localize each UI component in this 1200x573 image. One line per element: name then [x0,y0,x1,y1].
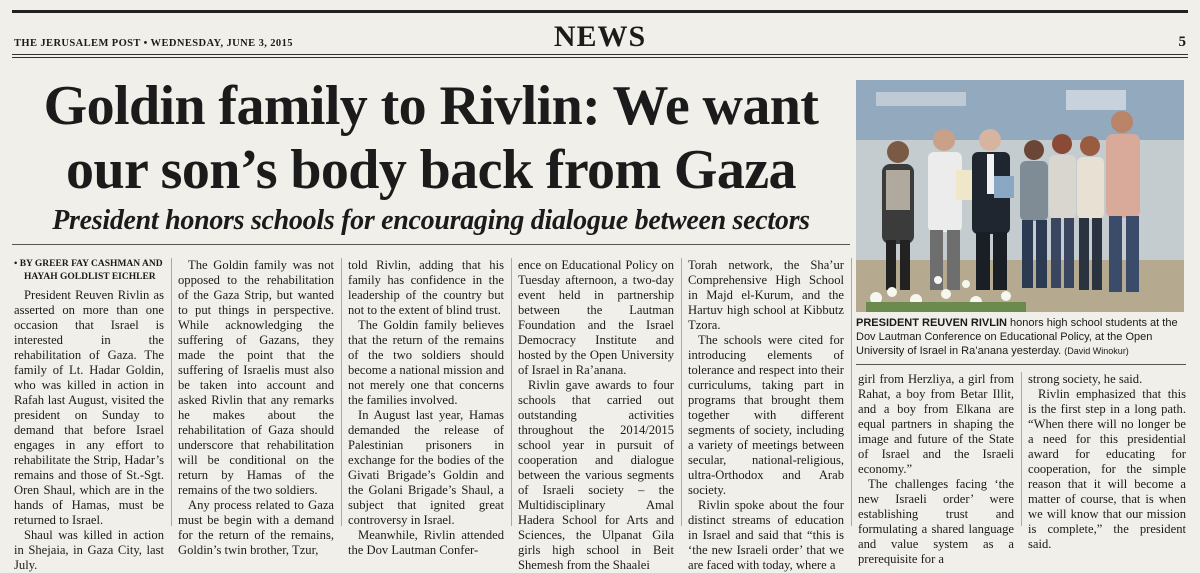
paragraph: told Rivlin, adding that his family has confidence in the leadership of the country but not to the extent of blind trust. [348,258,504,317]
paragraph: In August last year, Hamas demanded the release of Palestinian prisoners in exchange for the bodies of the Givati Brigade’s Goldin and the Golani Brigade’s Shaul, a subject that ignited great controversy in Israel. [348,408,504,527]
news-photo [856,80,1184,312]
photo-caption [856,316,1186,358]
article-column-5 [688,258,844,572]
section-label: NEWS [544,20,656,53]
paragraph: Torah network, the Sha’ur Comprehensive High School in Majd el-Kurum, and the Hartuv high school at Kibbutz Tzora. [688,258,844,332]
article-column-1 [14,258,164,572]
paragraph: Meanwhile, Rivlin attended the Dov Lautman Confer- [348,528,504,557]
subheadline: President honors schools for encouraging dialogue between sectors [52,205,810,236]
article-column-3 [348,258,504,557]
headline [12,74,850,202]
photo-illustration [856,80,1184,312]
paragraph: The challenges facing ‘the new Israeli order’ were establishing trust and formulating a shared language and value system as a prerequisite for a [858,477,1014,566]
caption-rule [856,364,1186,365]
column-rule [171,258,172,526]
paragraph: girl from Herzliya, a girl from Rahat, a boy from Betar Illit, and a boy from Elkana are equal partners in shaping the image and future of the State of Israel and the Israeli economy.” [858,372,1014,476]
article-column-6 [858,372,1014,566]
masthead-rule [12,54,1188,55]
paragraph: Shaul was killed in action in Shejaia, in Gaza City, last July. [14,528,164,572]
paragraph: The Goldin family was not opposed to the rehabilitation of the Gaza Strip, but wanted to put things in perspective. While acknowledging the suffering of Gazans, they made the point that the suffering of Israelis must also be taken into account and asked Rivlin that any remarks he makes about the rehabilitation of Gaza should underscore that rehabilitation will be conditional on the return by Hamas of the remains of the two soldiers. [178,258,334,497]
article-column-4 [518,258,674,572]
paragraph: Rivlin emphasized that this is the first step in a long path. “When there will no longer be a need for this presidential award for educating for cooperation, for the simple reason that it will become a matter of course, that is when we will know that our mission is complete,” the president said. [1028,387,1186,551]
column-rule [341,258,342,526]
paragraph: strong society, he said. [1028,372,1143,386]
paragraph: Any process related to Gaza must be begin with a demand for the return of the remains, Goldin’s twin brother, Tzur, [178,498,334,557]
column-rule [1021,372,1022,526]
byline: • BY GREER FAY CASHMAN AND HAYAH GOLDLIST EICHLER [14,259,163,282]
story-rule [12,244,850,245]
caption-text: honors high school students at the Dov Lautman Conference on Educational Policy, at the Open University of Israel in Ra’anana yesterday. [856,317,1178,357]
masthead-rule-2 [12,57,1188,58]
top-rule [12,10,1188,13]
caption-lead: PRESIDENT REUVEN RIVLIN [856,317,1007,329]
headline-line-1: Goldin family to Rivlin: We want [43,75,819,137]
page-number: 5 [1178,34,1186,50]
headline-line-2: our son’s body back from Gaza [66,139,796,201]
masthead [12,20,1188,54]
paragraph: ence on Educational Policy on Tuesday afternoon, a two-day event held in partnership between the Lautman Foundation and the Israel Democracy Institute and hosted by the Open University of Israel in Ra’anana. [518,258,674,377]
column-rule [511,258,512,526]
paragraph: The schools were cited for introducing elements of tolerance and respect into their curriculums, taking part in programs that brought them together with different segments of society, including a variety of meetings between secular, national-religious, ultra-Orthodox and Arab society. [688,333,844,497]
column-rule [681,258,682,526]
paragraph: The Goldin family believes that the return of the remains of the two soldiers should become a national mission and not merely one that concerns the families involved. [348,318,504,407]
photo-credit: (David Winokur) [1064,346,1129,356]
paragraph: Rivlin gave awards to four schools that carried out outstanding activities throughout the 2014/2015 school year in pursuit of cooperation and dialogue between the various segments of Israeli society – the Multidisciplinary Amal Hadera School for Arts and Sciences, the Ulpanat Gila girls high school in Beit Shemesh from the Shaalei [518,378,674,572]
paragraph: Rivlin spoke about the four distinct streams of education in Israel and said that “this is ‘the new Israeli order’ that we are faced with today, where a [688,498,844,572]
column-rule [851,258,852,526]
article-column-7 [1028,372,1186,551]
publication-dateline: THE JERUSALEM POST • WEDNESDAY, JUNE 3, 2015 [14,38,293,49]
article-column-2 [178,258,334,557]
paragraph: President Reuven Rivlin as asserted on more than one occasion that Israel is interested in the rehabilitation of Gaza. The family of Lt. Hadar Goldin, who was killed in action in Rafah last August, visited the president on Sunday to demand that before Israel engages in any effort to rehabilitate the Strip, Hadar’s remains and those of St.-Sgt. Oren Shaul, which are in the hands of Hamas, must be returned to Israel. [14,288,164,527]
section-title [12,20,1188,54]
